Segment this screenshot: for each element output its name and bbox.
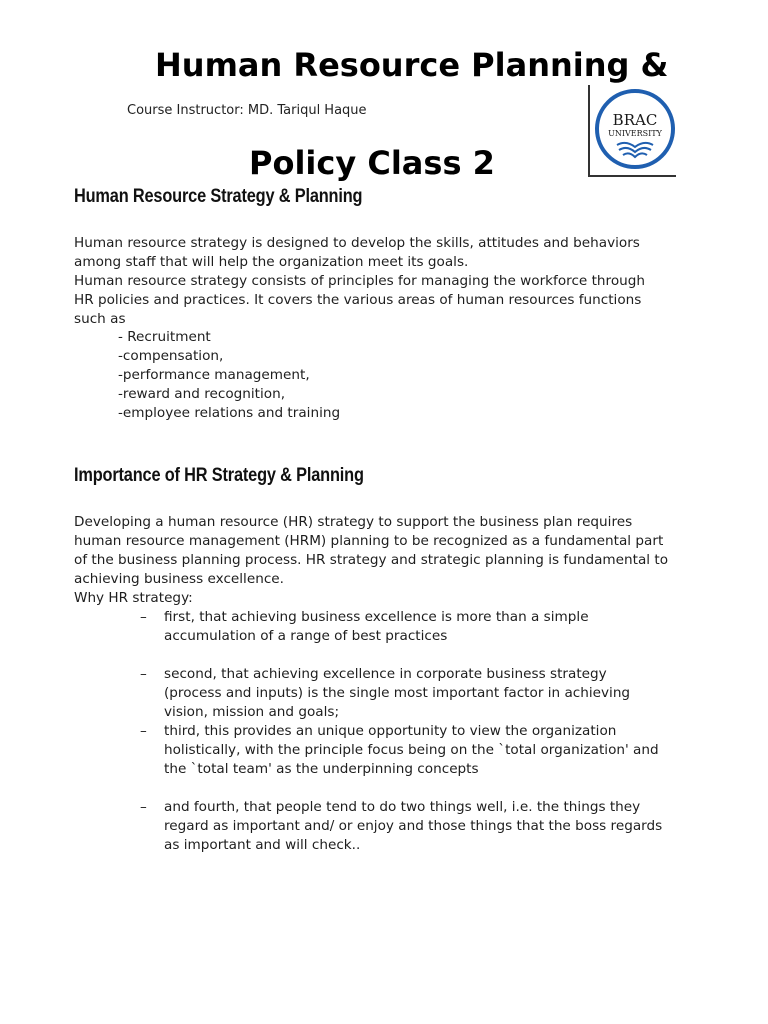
bullet-dash: –	[140, 799, 147, 815]
bullet-item	[140, 665, 662, 722]
bullet-line: holistically, with the principle focus being on the `total organization' and	[164, 742, 659, 758]
bullet-dash: –	[140, 723, 147, 739]
logo-text-university: UNIVERSITY	[608, 129, 662, 138]
bullet-line: accumulation of a range of best practices	[164, 628, 448, 644]
why-hr-strategy-list	[140, 608, 662, 855]
bullet-line: and fourth, that people tend to do two things well, i.e. the things they	[164, 799, 641, 815]
list-item: -compensation,	[118, 348, 224, 364]
bullet-item	[140, 722, 662, 779]
bullet-dash: –	[140, 609, 147, 625]
list-item: -performance management,	[118, 367, 310, 383]
open-book-icon	[617, 143, 653, 157]
paragraph-line: achieving business excellence.	[74, 571, 284, 587]
logo-text-brac: BRAC	[612, 111, 658, 129]
bullet-item	[140, 798, 662, 855]
list-item: - Recruitment	[118, 329, 211, 345]
bullet-line: first, that achieving business excellence is more than a simple	[164, 609, 589, 625]
bullet-line: (process and inputs) is the single most important factor in achieving	[164, 685, 631, 701]
bullet-item	[140, 608, 662, 646]
paragraph-line: Developing a human resource (HR) strategy to support the business plan requires	[74, 514, 633, 530]
list-item: -reward and recognition,	[118, 386, 286, 402]
paragraph-line: of the business planning process. HR strategy and strategic planning is fundamental to	[74, 552, 669, 568]
paragraph-line: among staff that will help the organization meet its goals.	[74, 254, 469, 270]
bullet-line: the `total team' as the underpinning concepts	[164, 761, 479, 777]
page-title-line-1: Human Resource Planning &	[155, 46, 669, 84]
bullet-line: vision, mission and goals;	[164, 704, 340, 720]
section-heading-importance: Importance of HR Strategy & Planning	[74, 465, 364, 486]
course-instructor: Course Instructor: MD. Tariqul Haque	[127, 103, 367, 118]
paragraph-line: such as	[74, 311, 126, 327]
bullet-line: regard as important and/ or enjoy and those things that the boss regards	[164, 818, 663, 834]
paragraph-line: Human resource strategy is designed to develop the skills, attitudes and behaviors	[74, 235, 640, 251]
bullet-dash: –	[140, 666, 147, 682]
paragraph-line: Human resource strategy consists of principles for managing the workforce through	[74, 273, 646, 289]
logo-emblem	[590, 85, 676, 175]
brac-university-logo	[588, 85, 676, 177]
bullet-line: third, this provides an unique opportunity to view the organization	[164, 723, 617, 739]
section-heading-hr-strategy: Human Resource Strategy & Planning	[74, 186, 363, 207]
paragraph-line: Why HR strategy:	[74, 590, 193, 606]
paragraph-line: HR policies and practices. It covers the various areas of human resources functions	[74, 292, 642, 308]
page-title-line-2: Policy Class 2	[249, 144, 495, 182]
list-item: -employee relations and training	[118, 405, 341, 421]
bullet-line: second, that achieving excellence in corporate business strategy	[164, 666, 607, 682]
bullet-line: as important and will check..	[164, 837, 361, 853]
section2-paragraph	[74, 513, 694, 608]
hr-functions-list	[118, 328, 340, 423]
paragraph-line: human resource management (HRM) planning to be recognized as a fundamental part	[74, 533, 664, 549]
section1-paragraph	[74, 234, 694, 329]
